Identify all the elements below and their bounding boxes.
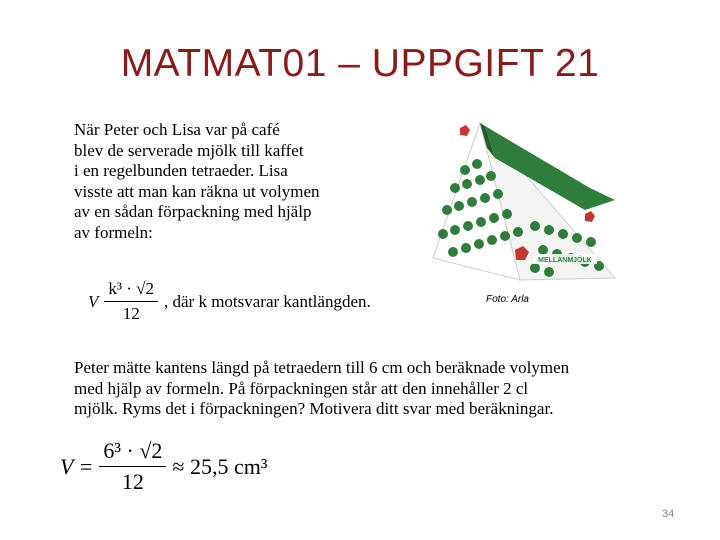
intro-paragraph bbox=[74, 120, 374, 243]
intro-line: blev de serverade mjölk till kaffet bbox=[74, 140, 304, 160]
milk-carton-photo bbox=[425, 118, 625, 288]
answer-result: ≈ 25,5 cm³ bbox=[172, 453, 268, 479]
slide-title: MATMAT01 – UPPGIFT 21 bbox=[120, 42, 600, 85]
intro-line: av formeln: bbox=[74, 222, 153, 242]
intro-line: När Peter och Lisa var på café bbox=[74, 120, 280, 139]
problem-line: med hjälp av formeln. På förpackningen står att den innehåller 2 cl bbox=[74, 378, 529, 398]
formula-fraction bbox=[104, 279, 158, 324]
formula-lhs: V bbox=[88, 291, 99, 311]
carton-label: MELLANMJÖLK bbox=[538, 257, 592, 264]
formula-denominator: 12 bbox=[122, 304, 140, 323]
answer-fraction bbox=[99, 438, 166, 495]
page-number: 34 bbox=[662, 508, 675, 520]
photo-caption: Foto: Arla bbox=[486, 294, 529, 305]
answer-formula bbox=[60, 438, 267, 495]
intro-line: i en regelbunden tetraeder. Lisa bbox=[74, 161, 288, 180]
answer-numerator: 6³ · √2 bbox=[103, 438, 163, 463]
intro-line: visste att man kan räkna ut volymen bbox=[74, 181, 320, 201]
volume-formula bbox=[88, 279, 371, 324]
intro-line: av en sådan förpackning med hjälp bbox=[74, 202, 312, 221]
problem-line: Peter mätte kantens längd på tetraedern till 6 cm och beräknade volymen bbox=[74, 358, 570, 377]
problem-paragraph bbox=[74, 358, 654, 420]
formula-suffix: , där k motsvarar kantlängden. bbox=[163, 291, 371, 311]
problem-line: mjölk. Ryms det i förpackningen? Motivera ditt svar med beräkningar. bbox=[74, 399, 554, 418]
formula-numerator: k³ · √2 bbox=[108, 279, 154, 298]
answer-denominator: 12 bbox=[121, 469, 144, 494]
answer-lhs: V = bbox=[60, 453, 94, 479]
